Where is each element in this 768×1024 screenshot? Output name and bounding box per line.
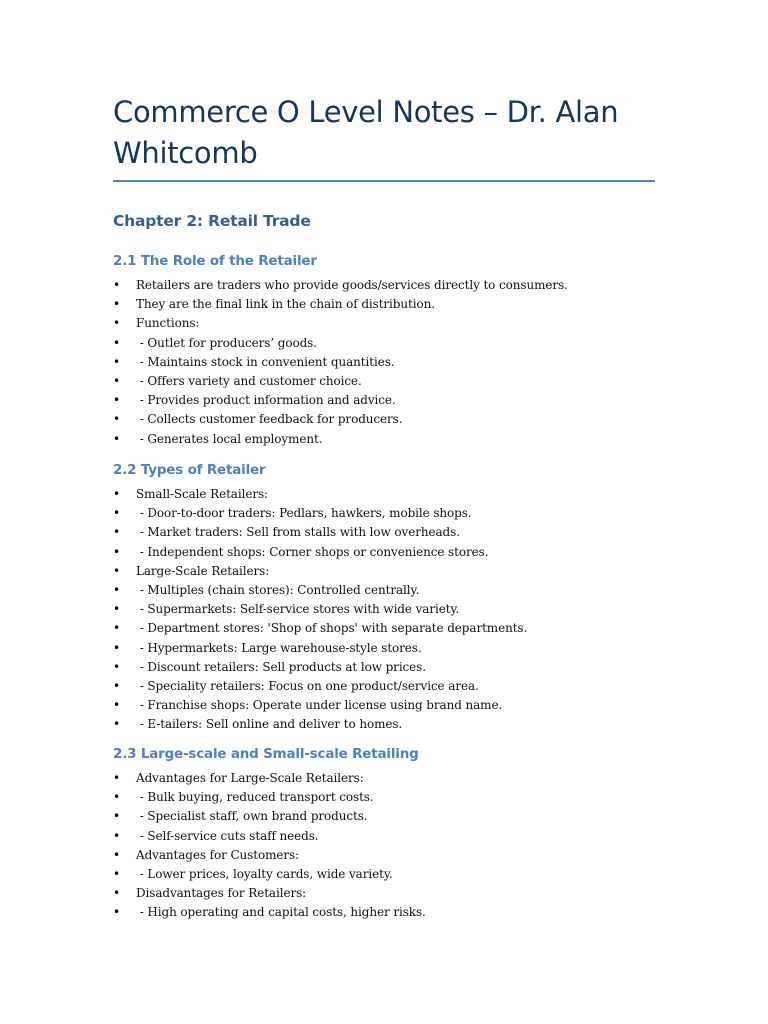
list-item: [113, 827, 673, 846]
list-item: [113, 353, 673, 372]
list-item-text: - Door-to-door traders: Pedlars, hawkers, mobile shops.: [136, 506, 472, 521]
list-item: [113, 677, 673, 696]
section-heading: 2.1 The Role of the Retailer: [113, 253, 317, 269]
list-item: [113, 600, 673, 619]
bullet-icon: •: [113, 544, 120, 559]
bullet-icon: •: [113, 809, 120, 824]
bullet-icon: •: [113, 678, 120, 693]
bullet-icon: •: [113, 525, 120, 540]
list-item-text: - Hypermarkets: Large warehouse-style stores.: [136, 640, 422, 655]
list-item: [113, 504, 673, 523]
list-item: [113, 276, 673, 295]
bullet-icon: •: [113, 698, 120, 713]
list-item-text: Disadvantages for Retailers:: [136, 886, 307, 901]
bullet-icon: •: [113, 790, 120, 805]
bullet-icon: •: [113, 431, 120, 446]
list-item: [113, 430, 673, 449]
list-item-text: They are the final link in the chain of distribution.: [136, 297, 435, 312]
list-item: [113, 295, 673, 314]
bullet-icon: •: [113, 354, 120, 369]
bullet-icon: •: [113, 847, 120, 862]
bullet-icon: •: [113, 886, 120, 901]
list-item: [113, 391, 673, 410]
list-item-text: - Market traders: Sell from stalls with low overheads.: [136, 525, 460, 540]
list-item: [113, 807, 673, 826]
bullet-icon: •: [113, 621, 120, 636]
list-item-text: - Self-service cuts staff needs.: [136, 828, 319, 843]
list-item-text: - Department stores: 'Shop of shops' with separate departments.: [136, 621, 528, 636]
list-item: [113, 562, 673, 581]
list-item-text: Small-Scale Retailers:: [136, 487, 268, 501]
bullet-list: [113, 485, 673, 734]
list-item-text: - Collects customer feedback for producers.: [136, 412, 403, 427]
bullet-list: [113, 276, 673, 449]
bullet-list: [113, 769, 673, 923]
list-item-text: Large-Scale Retailers:: [136, 563, 270, 578]
list-item: [113, 334, 673, 353]
bullet-icon: •: [113, 316, 120, 331]
list-item-text: - Lower prices, loyalty cards, wide variety.: [136, 866, 393, 881]
list-item-text: Functions:: [136, 316, 200, 331]
list-item-text: - Franchise shops: Operate under license using brand name.: [136, 698, 503, 713]
list-item: [113, 715, 673, 734]
bullet-icon: •: [113, 297, 120, 312]
list-item-text: - Generates local employment.: [136, 431, 323, 446]
bullet-icon: •: [113, 487, 120, 501]
list-item-text: - Bulk buying, reduced transport costs.: [136, 790, 374, 805]
list-item-text: - High operating and capital costs, higher risks.: [136, 905, 426, 920]
list-item-text: - Offers variety and customer choice.: [136, 373, 362, 388]
list-item: [113, 658, 673, 677]
list-item: [113, 543, 673, 562]
bullet-icon: •: [113, 506, 120, 521]
list-item-text: - Specialist staff, own brand products.: [136, 809, 368, 824]
list-item-text: Advantages for Customers:: [136, 847, 299, 862]
bullet-icon: •: [113, 905, 120, 920]
list-item-text: - Discount retailers: Sell products at low prices.: [136, 659, 426, 674]
list-item-text: - Provides product information and advice.: [136, 393, 396, 408]
list-item-text: - E-tailers: Sell online and deliver to homes.: [136, 717, 403, 732]
list-item: [113, 581, 673, 600]
document-title: Commerce O Level Notes – Dr. Alan Whitcomb: [113, 95, 619, 170]
list-item: [113, 523, 673, 542]
list-item: [113, 619, 673, 638]
list-item: [113, 769, 673, 788]
bullet-icon: •: [113, 582, 120, 597]
list-item: [113, 865, 673, 884]
list-item-text: - Independent shops: Corner shops or convenience stores.: [136, 544, 489, 559]
section-role-of-retailer: [113, 252, 673, 449]
list-item: [113, 485, 673, 504]
bullet-icon: •: [113, 373, 120, 388]
section-types-of-retailer: [113, 461, 673, 734]
list-item: [113, 903, 673, 922]
list-item: [113, 788, 673, 807]
bullet-icon: •: [113, 335, 120, 350]
bullet-icon: •: [113, 563, 120, 578]
list-item-text: Retailers are traders who provide goods/services directly to consumers.: [136, 278, 568, 292]
list-item: [113, 639, 673, 658]
list-item: [113, 314, 673, 333]
list-item-text: - Multiples (chain stores): Controlled centrally.: [136, 582, 420, 597]
bullet-icon: •: [113, 393, 120, 408]
list-item-text: - Outlet for producers’ goods.: [136, 335, 317, 350]
list-item: [113, 846, 673, 865]
bullet-icon: •: [113, 659, 120, 674]
list-item-text: - Maintains stock in convenient quantities.: [136, 354, 395, 369]
section-heading: 2.3 Large-scale and Small-scale Retailing: [113, 746, 419, 762]
bullet-icon: •: [113, 828, 120, 843]
bullet-icon: •: [113, 278, 120, 292]
bullet-icon: •: [113, 866, 120, 881]
list-item: [113, 696, 673, 715]
bullet-icon: •: [113, 640, 120, 655]
list-item: [113, 372, 673, 391]
bullet-icon: •: [113, 717, 120, 732]
bullet-icon: •: [113, 771, 120, 785]
list-item: [113, 884, 673, 903]
list-item-text: Advantages for Large-Scale Retailers:: [136, 771, 364, 785]
section-large-small-scale-retailing: [113, 745, 673, 923]
bullet-icon: •: [113, 412, 120, 427]
list-item-text: - Speciality retailers: Focus on one product/service area.: [136, 678, 479, 693]
list-item-text: - Supermarkets: Self-service stores with wide variety.: [136, 602, 460, 617]
section-heading: 2.2 Types of Retailer: [113, 462, 266, 478]
list-item: [113, 410, 673, 429]
bullet-icon: •: [113, 602, 120, 617]
title-underline-rule: [113, 180, 655, 182]
chapter-heading: Chapter 2: Retail Trade: [113, 212, 311, 230]
